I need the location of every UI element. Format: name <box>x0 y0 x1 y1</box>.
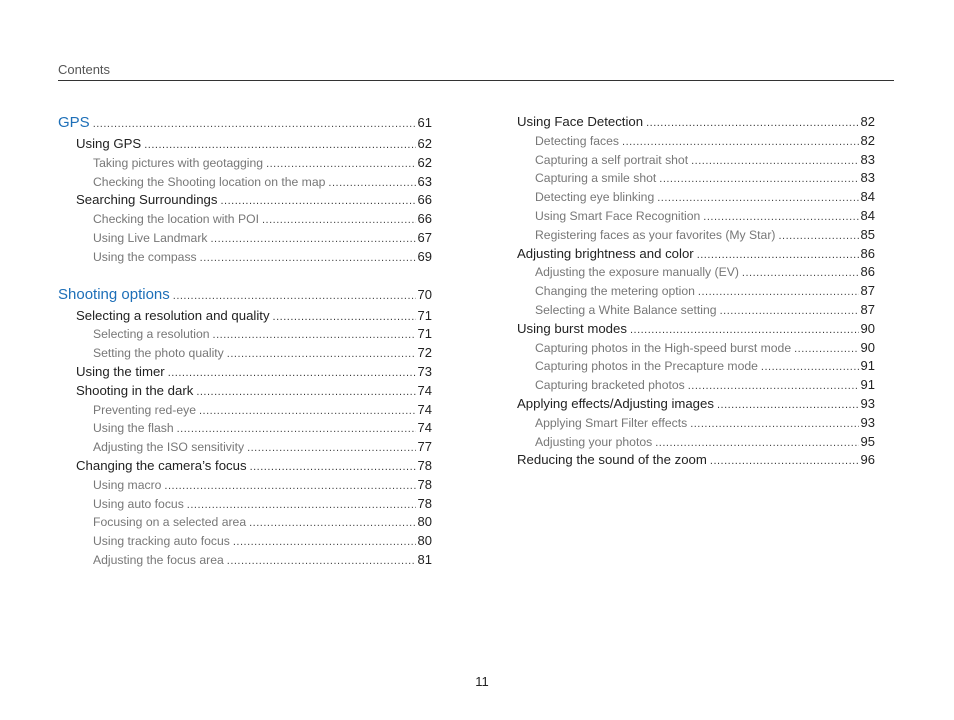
toc-subentry-label: Focusing on a selected area <box>93 515 247 530</box>
toc-leader <box>173 290 416 302</box>
toc-entry[interactable] <box>58 308 432 327</box>
toc-section-title: Shooting options <box>58 285 170 303</box>
toc-subentry-label: Adjusting the exposure manually (EV) <box>535 265 739 280</box>
toc-leader <box>690 418 858 430</box>
toc-entry[interactable] <box>58 458 432 477</box>
toc-subentry[interactable] <box>58 249 432 268</box>
toc-subentry[interactable] <box>58 326 432 345</box>
toc-leader <box>794 343 858 355</box>
toc-entry-label: Applying effects/Adjusting images <box>517 395 714 411</box>
toc-leader <box>227 555 416 567</box>
toc-page: 83 <box>860 170 875 186</box>
toc-entry[interactable] <box>517 246 875 265</box>
toc-leader <box>703 211 858 223</box>
toc-page: 71 <box>417 307 432 323</box>
toc-page: 71 <box>417 326 432 342</box>
toc-subentry[interactable] <box>517 358 875 377</box>
toc-subentry[interactable] <box>517 377 875 396</box>
toc-subentry-label: Checking the Shooting location on the map <box>93 174 326 189</box>
toc-subentry-label: Taking pictures with geotagging <box>93 155 264 170</box>
toc-subentry-label: Using auto focus <box>93 496 184 511</box>
toc-leader <box>273 311 416 323</box>
toc-subentry[interactable] <box>517 133 875 152</box>
toc-entry-label: Reducing the sound of the zoom <box>517 452 707 468</box>
toc-subentry[interactable] <box>517 208 875 227</box>
toc-leader <box>200 252 416 264</box>
toc-leader <box>164 480 415 492</box>
toc-subentry-label: Using the compass <box>93 249 197 264</box>
toc-page: 86 <box>860 245 875 261</box>
toc-subentry[interactable] <box>517 302 875 321</box>
toc-leader <box>249 517 415 529</box>
toc-subentry[interactable] <box>517 340 875 359</box>
toc-page: 78 <box>417 457 432 473</box>
toc-leader <box>697 249 859 261</box>
section-gap <box>58 268 432 286</box>
toc-subentry-label: Using Smart Face Recognition <box>535 208 701 223</box>
toc-subentry[interactable] <box>517 170 875 189</box>
toc-leader <box>144 139 415 151</box>
toc-entry[interactable] <box>517 452 875 471</box>
toc-subentry-label: Detecting eye blinking <box>535 190 655 205</box>
toc-page: 66 <box>417 192 432 208</box>
toc-page: 91 <box>860 358 875 374</box>
toc-entry[interactable] <box>58 192 432 211</box>
toc-subentry[interactable] <box>58 420 432 439</box>
toc-subentry-label: Using macro <box>93 477 162 492</box>
toc-subentry-label: Using tracking auto focus <box>93 534 230 549</box>
toc-subentry[interactable] <box>58 533 432 552</box>
toc-page: 70 <box>417 286 432 302</box>
toc-subentry-label: Setting the photo quality <box>93 346 224 361</box>
toc-leader <box>761 361 859 373</box>
toc-leader <box>168 367 416 379</box>
toc-entry-label: Using Face Detection <box>517 114 644 129</box>
toc-subentry-label: Adjusting your photos <box>535 434 653 449</box>
toc-page: 96 <box>860 452 875 468</box>
toc-subentry-label: Applying Smart Filter effects <box>535 415 688 430</box>
toc-entry-label: Using GPS <box>76 136 142 151</box>
toc-subentry-label: Detecting faces <box>535 133 620 148</box>
toc-page: 74 <box>417 420 432 436</box>
header-title: Contents <box>58 62 111 77</box>
toc-leader <box>622 136 859 148</box>
toc-page: 81 <box>417 551 432 567</box>
toc-leader <box>262 214 416 226</box>
toc-subentry[interactable] <box>58 514 432 533</box>
toc-entry[interactable] <box>58 136 432 155</box>
toc-entry[interactable] <box>517 321 875 340</box>
toc-page: 78 <box>417 495 432 511</box>
toc-leader <box>93 118 416 130</box>
toc-leader <box>742 267 859 279</box>
toc-entry-label: Adjusting brightness and color <box>517 245 694 261</box>
toc-page: 85 <box>860 226 875 242</box>
toc-leader <box>688 380 859 392</box>
toc-entry[interactable] <box>58 364 432 383</box>
toc-subentry-label: Selecting a White Balance setting <box>535 302 717 317</box>
toc-entry-label: Using the timer <box>76 363 165 379</box>
toc-section-title: GPS <box>58 114 90 131</box>
toc-subentry[interactable] <box>58 402 432 421</box>
page-number: 11 <box>475 674 489 689</box>
toc-leader <box>655 437 858 449</box>
toc-subentry[interactable] <box>58 155 432 174</box>
toc-page: 87 <box>860 283 875 299</box>
toc-subentry-label: Adjusting the ISO sensitivity <box>93 440 245 455</box>
toc-subentry[interactable] <box>517 283 875 302</box>
toc-page: 82 <box>860 114 875 129</box>
toc-subentry[interactable] <box>517 189 875 208</box>
toc-page: 87 <box>860 301 875 317</box>
toc-subentry-label: Using the flash <box>93 421 174 436</box>
toc-leader <box>328 177 415 189</box>
toc-subentry[interactable] <box>58 230 432 249</box>
toc-subentry[interactable] <box>58 439 432 458</box>
toc-leader <box>710 455 859 467</box>
toc-subentry-label: Capturing photos in the Precapture mode <box>535 359 758 374</box>
toc-leader <box>250 461 416 473</box>
toc-leader <box>177 423 416 435</box>
toc-subentry-label: Changing the metering option <box>535 284 695 299</box>
toc-subentry-label: Capturing a smile shot <box>535 171 657 186</box>
toc-subentry[interactable] <box>517 415 875 434</box>
toc-page: 93 <box>860 395 875 411</box>
toc-leader <box>199 405 416 417</box>
toc-page: 90 <box>860 339 875 355</box>
toc-page: 83 <box>860 151 875 167</box>
toc-leader <box>717 399 859 411</box>
toc-subentry-label: Using Live Landmark <box>93 230 208 245</box>
toc-page: 91 <box>860 377 875 393</box>
toc-entry[interactable] <box>517 114 875 133</box>
toc-subentry[interactable] <box>58 477 432 496</box>
toc-leader <box>221 195 416 207</box>
toc-subentry[interactable] <box>517 152 875 171</box>
toc-leader <box>210 233 415 245</box>
toc-page: 69 <box>417 248 432 264</box>
toc-leader <box>196 386 415 398</box>
toc-subentry-label: Capturing a self portrait shot <box>535 152 689 167</box>
toc-page: 80 <box>417 514 432 530</box>
toc-page: 72 <box>417 345 432 361</box>
toc-page: 63 <box>417 173 432 189</box>
toc-subentry-label: Adjusting the focus area <box>93 552 224 567</box>
toc-page: 61 <box>417 115 432 130</box>
toc-subentry[interactable] <box>58 496 432 515</box>
toc-right-column <box>517 114 875 471</box>
toc-entry[interactable] <box>58 383 432 402</box>
toc-page: 73 <box>417 363 432 379</box>
header-divider <box>58 80 894 81</box>
toc-page: 80 <box>417 533 432 549</box>
toc-entry-label: Shooting in the dark <box>76 382 194 398</box>
toc-leader <box>247 442 415 454</box>
toc-left-column <box>58 114 432 571</box>
toc-leader <box>646 117 858 129</box>
toc-subentry[interactable] <box>58 174 432 193</box>
toc-section-shooting-options[interactable] <box>58 286 432 308</box>
toc-page: 66 <box>417 211 432 227</box>
toc-leader <box>233 536 416 548</box>
toc-page: 86 <box>860 264 875 280</box>
toc-page: 84 <box>860 207 875 223</box>
toc-page: 90 <box>860 320 875 336</box>
toc-page: 77 <box>417 439 432 455</box>
toc-page: 74 <box>417 401 432 417</box>
toc-subentry-label: Selecting a resolution <box>93 327 210 342</box>
toc-leader <box>659 173 858 185</box>
toc-entry-label: Changing the camera’s focus <box>76 457 247 473</box>
toc-page: 78 <box>417 476 432 492</box>
toc-subentry-label: Checking the location with POI <box>93 212 259 227</box>
toc-subentry[interactable] <box>58 211 432 230</box>
toc-subentry-label: Capturing photos in the High-speed burst mode <box>535 340 792 355</box>
toc-subentry[interactable] <box>58 345 432 364</box>
toc-subentry[interactable] <box>517 264 875 283</box>
toc-page: 67 <box>417 229 432 245</box>
toc-leader <box>720 305 859 317</box>
toc-subentry[interactable] <box>517 227 875 246</box>
toc-leader <box>657 192 858 204</box>
toc-entry-label: Selecting a resolution and quality <box>76 307 270 323</box>
toc-leader <box>778 230 858 242</box>
toc-leader <box>227 348 416 360</box>
toc-leader <box>187 499 416 511</box>
toc-subentry-label: Registering faces as your favorites (My Star) <box>535 227 776 242</box>
toc-page: 62 <box>417 136 432 151</box>
toc-page: 82 <box>860 132 875 148</box>
toc-entry-label: Searching Surroundings <box>76 192 218 208</box>
toc-page: 84 <box>860 189 875 205</box>
toc-entry[interactable] <box>517 396 875 415</box>
toc-leader <box>213 329 416 341</box>
toc-subentry-label: Preventing red-eye <box>93 402 196 417</box>
toc-page: 95 <box>860 433 875 449</box>
toc-subentry-label: Capturing bracketed photos <box>535 378 685 393</box>
toc-subentry[interactable] <box>58 552 432 571</box>
toc-page: 93 <box>860 414 875 430</box>
toc-leader <box>630 324 859 336</box>
toc-subentry[interactable] <box>517 434 875 453</box>
toc-leader <box>698 286 859 298</box>
toc-leader <box>691 155 858 167</box>
toc-entry-label: Using burst modes <box>517 320 627 336</box>
toc-section-gps[interactable] <box>58 114 432 136</box>
toc-page: 62 <box>417 154 432 170</box>
toc-leader <box>266 158 415 170</box>
toc-page: 74 <box>417 382 432 398</box>
